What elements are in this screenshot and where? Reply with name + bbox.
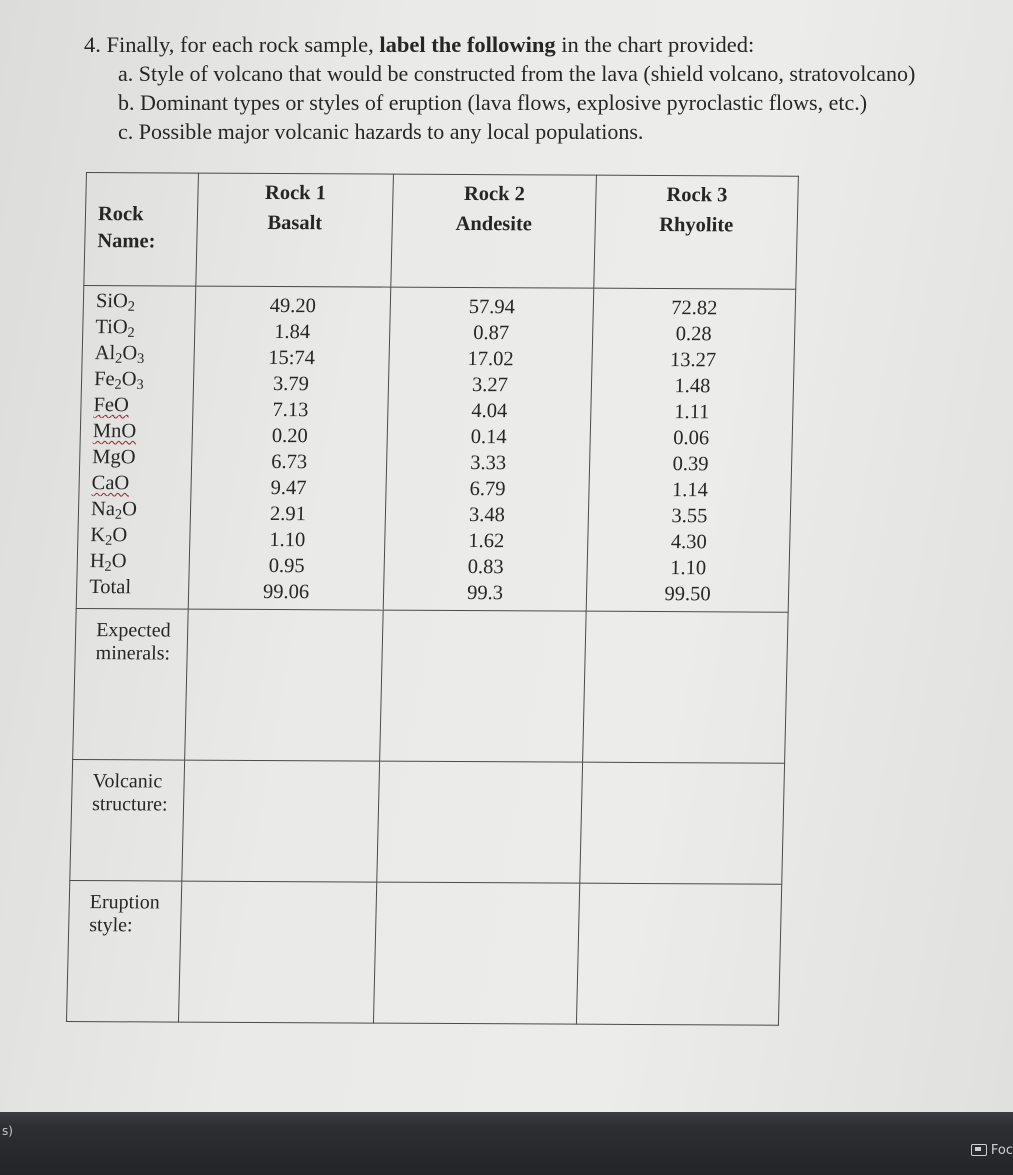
rock-2-value-list: [384, 288, 593, 607]
oxide-value: 0.95: [268, 555, 305, 578]
oxide-value: 0.87: [473, 322, 510, 345]
rock-1-value-list: [189, 287, 390, 606]
oxide-value: 3.48: [468, 504, 506, 527]
rock-3-minerals-answer[interactable]: [583, 611, 789, 763]
oxide-value: 57.94: [468, 296, 516, 319]
rock-1-name: Basalt: [267, 211, 323, 235]
rock-name-header: Rock Name:: [84, 173, 199, 287]
focus-button[interactable]: [971, 1139, 1013, 1161]
rock-2-name: Andesite: [455, 212, 533, 236]
rock-2-header: [391, 174, 597, 288]
oxide-value: 0.83: [467, 556, 504, 579]
question-suffix: in the chart provided:: [555, 32, 755, 57]
rock-3-header: [594, 175, 799, 289]
oxide-value: 3.55: [671, 505, 708, 528]
oxide-label: CaO: [91, 472, 130, 495]
oxide-value: 0.20: [271, 425, 308, 448]
focus-icon: [971, 1144, 987, 1156]
oxide-value: 1.11: [674, 401, 710, 424]
question-prefix: 4. Finally, for each rock sample,: [84, 32, 380, 57]
oxide-value: 1.10: [669, 557, 707, 580]
oxide-label-list: [77, 286, 195, 601]
oxide-label: SiO$_2$: [95, 290, 136, 315]
oxide-value: 49.20: [269, 294, 317, 318]
oxide-value: 17.02: [467, 348, 514, 371]
rock-1-minerals-answer[interactable]: [185, 609, 384, 761]
oxide-value: 9.47: [270, 477, 307, 500]
oxide-value: 6.73: [270, 451, 308, 474]
rock-2-values-cell: [383, 287, 594, 611]
oxide-value: 2.91: [269, 503, 307, 526]
rock-3-number: Rock 3: [666, 184, 728, 207]
table-header-row: [84, 173, 799, 290]
oxide-label: MgO: [92, 446, 136, 469]
oxide-value: 0.39: [672, 453, 709, 476]
total-value: 99.06: [262, 580, 310, 604]
oxide-value: 3.79: [272, 373, 310, 396]
rock-1-eruption-answer[interactable]: [178, 881, 376, 1023]
eruption-style-label: Eruption style:: [66, 880, 181, 1022]
question-block: [84, 30, 984, 146]
oxide-value: 1.10: [269, 529, 306, 552]
oxide-value: 4.04: [471, 400, 508, 423]
expected-minerals-label: Expected minerals:: [73, 608, 189, 760]
oxide-value: 15:74: [268, 346, 316, 370]
expected-minerals-row: [73, 608, 788, 763]
rock-1-header: [196, 173, 394, 287]
oxide-label: $H_2O$: [89, 550, 127, 575]
rock-1-number: Rock 1: [264, 181, 327, 205]
composition-row: [76, 286, 796, 613]
oxide-value: 1.84: [274, 321, 311, 344]
oxide-value: 13.27: [669, 349, 717, 372]
question-bold: label the following: [379, 32, 556, 57]
question-main: [84, 30, 984, 59]
oxide-label: $K_2O$: [90, 524, 128, 549]
rock-2-minerals-answer[interactable]: [380, 610, 587, 762]
taskbar: [0, 1112, 1013, 1175]
total-value: 99.3: [466, 582, 504, 605]
oxide-value: 7.13: [272, 399, 309, 422]
total-value: 99.50: [664, 583, 711, 606]
oxide-label: $Al_2O_3$: [94, 342, 145, 367]
oxide-label: TiO$_2$: [95, 316, 135, 341]
oxide-value: 6.79: [469, 478, 506, 501]
oxide-value: 0.14: [470, 426, 507, 449]
rock-chart-table: [66, 172, 799, 1026]
taskbar-left-label: s): [2, 1124, 13, 1138]
rock-3-eruption-answer[interactable]: [576, 883, 781, 1025]
rock-1-values-cell: [188, 286, 391, 610]
oxide-value: 1.14: [671, 479, 709, 502]
oxide-value: 3.27: [471, 374, 509, 397]
focus-label: Foc: [990, 1142, 1013, 1158]
volcanic-structure-row: [70, 759, 785, 884]
question-item-c: c. Possible major volcanic hazards to any local populations.: [118, 119, 644, 144]
rock-3-structure-answer[interactable]: [580, 762, 785, 884]
rock-1-structure-answer[interactable]: [182, 760, 380, 882]
question-item-b: b. Dominant types or styles of eruption (lava flows, explosive pyroclastic flows, etc.): [118, 90, 868, 115]
rock-2-eruption-answer[interactable]: [373, 882, 579, 1024]
question-item-a: a. Style of volcano that would be constructed from the lava (shield volcano, stratovolcano): [118, 61, 916, 86]
oxide-value: 4.30: [670, 531, 707, 554]
oxide-value: 0.06: [673, 427, 710, 450]
oxide-label: $Na_2O$: [90, 498, 138, 523]
oxide-value: 72.82: [670, 297, 718, 320]
oxide-value: 1.48: [674, 375, 711, 398]
oxide-value: 3.33: [469, 452, 507, 475]
rock-2-number: Rock 2: [463, 182, 526, 206]
oxide-label: $Fe_2O_3$: [93, 368, 144, 393]
rock-2-structure-answer[interactable]: [377, 761, 583, 883]
oxide-label: FeO: [93, 394, 130, 417]
total-label: Total: [88, 576, 132, 599]
eruption-style-row: [66, 880, 781, 1025]
rock-3-name: Rhyolite: [658, 214, 734, 237]
oxide-value: 1.62: [468, 530, 505, 553]
rock-3-value-list: [587, 289, 795, 608]
oxide-label-cell: [76, 286, 196, 610]
oxide-label: MnO: [92, 420, 137, 443]
volcanic-structure-label: Volcanic structure:: [70, 759, 185, 881]
oxide-value: 0.28: [675, 323, 712, 346]
rock-3-values-cell: [586, 288, 796, 612]
